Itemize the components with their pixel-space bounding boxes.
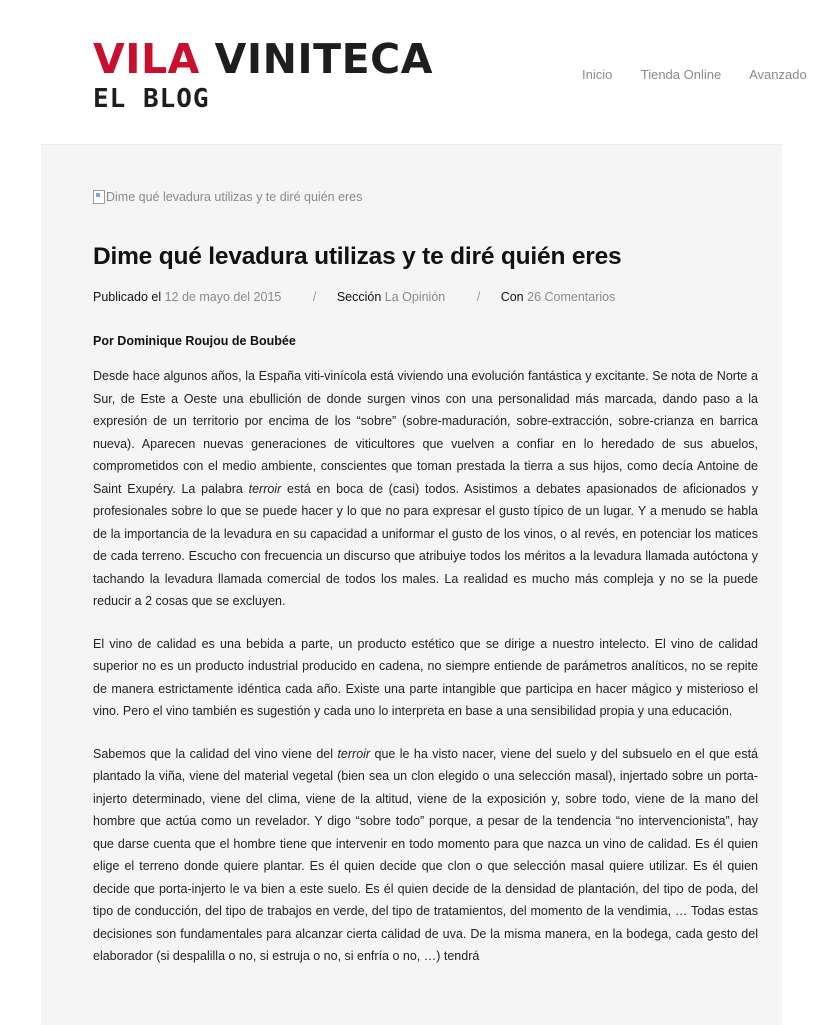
broken-image-icon <box>93 190 105 204</box>
paragraph-text: Sabemos que la calidad del vino viene del <box>93 746 338 761</box>
logo-title <box>93 36 433 82</box>
meta-comments-label: Con <box>500 290 524 304</box>
paragraph <box>93 743 758 968</box>
paragraph <box>93 365 758 613</box>
paragraph: El vino de calidad es una bebida a parte, un producto estético que se dirige a nuestro intelecto. El vino de calidad superior no es un producto industrial producido en cadena, no siempre entiende de parámetros analíticos, no se repite de manera estrictamente idéntica cada año. Existe una parte intangible que participa en hacer mágico y misterioso el vino. Pero el vino también es sugestión y cada uno lo interpreta en base a una sensibilidad propia y una educación. <box>93 636 758 718</box>
post-meta <box>93 290 758 310</box>
nav-item-avanzado[interactable]: Avanzado <box>749 67 807 82</box>
paragraph-emphasis: terroir <box>337 746 371 761</box>
paragraph-text: que le ha visto nacer, viene del suelo y del subsuelo en el que está plantado la viña, viene del material vegetal (bien sea un clon elegido o una selección masal), injertado sobre un porta-injerto determinado, viene del clima, viene de la altitud, viene de la exposición y, sobre todo, viene de la mano del hombre que actúa como un revelador. Y digo “sobre todo” porque, a pesar de la tendencia “no intervencionista”, hay que darse cuenta que el hombre tiene que intervenir en todo momento para que nazca un vino de calidad. Es él quien elige el terreno donde quiere plantar. Es él quien decide que clon o que selección masal quiere utilizar. Es él quien decide que porta-injerto le va bien a este suelo. Es él quien decide de la densidad de plantación, del tipo de poda, del tipo de conducción, del tipo de trabajos en verde, del tipo de tratamientos, del momento de la vendimia, … Todas estas decisiones son fundamentales para alcanzar cierta calidad de uva. De la misma manera, en la bodega, cada gesto del elaborador (si despalilla o no, si estruja o no, si enfría o no, …) tendrá <box>93 746 758 963</box>
post-featured-image[interactable] <box>93 186 758 208</box>
post-author: Por Dominique Roujou de Boubée <box>93 334 296 348</box>
paragraph-text: Desde hace algunos años, la España viti-vinícola está viviendo una evolución fantástica y excitante. Se nota de Norte a Sur, de Este a Oeste una ebullición de donde surgen vinos con una personalidad más marcada, dando paso a la expresión de un territorio por encima de los “sobre” (sobre-maduración, sobre-extracción, sobre-crianza en barrica nueva). Aparecen nuevas generaciones de viticultores que vuelven a confiar en lo heredado de sus abuelos, comprometidos con el medio ambiente, conscientes que toman prestada la tierra a sus hijos, como decía Antoine de Saint Exupéry. La palabra <box>93 369 758 496</box>
site-logo[interactable] <box>93 36 433 114</box>
meta-separator: / <box>312 290 317 304</box>
post-content-area <box>41 144 782 1025</box>
meta-separator: / <box>476 290 481 304</box>
meta-published-date[interactable]: 12 de mayo del 2015 <box>164 290 282 304</box>
logo-part-vila: VILA <box>93 35 200 83</box>
meta-section-label: Sección <box>336 290 382 304</box>
main-nav <box>582 67 807 87</box>
post-title[interactable]: Dime qué levadura utilizas y te diré quién eres <box>93 243 622 270</box>
post-body <box>93 365 758 968</box>
meta-published-label: Publicado el <box>93 290 162 304</box>
meta-section-link[interactable]: La Opinión <box>384 290 446 304</box>
logo-subtitle: EL BLOG <box>93 84 210 114</box>
paragraph-text: está en boca de (casi) todos. Asistimos a debates apasionados de aficionados y profesionales sobre lo que se puede hacer y lo que no para expresar el gusto típico de un lugar. Y a menudo se habla de la importancia de la levadura en su capacidad a uniformar el gusto de los vinos, o al revés, en potenciar los matices de cada terreno. Escucho con frecuencia un discurso que atribuiye todos los méritos a la levadura llamada autóctona y tachando la levadura llamada comercial de todos los males. La realidad es mucho más compleja y no se la puede reducir a 2 cosas que se excluyen. <box>93 481 758 608</box>
nav-item-tienda-online[interactable]: Tienda Online <box>640 67 722 82</box>
paragraph-emphasis: terroir <box>248 481 282 496</box>
post-image-alt-text: Dime qué levadura utilizas y te diré quién eres <box>106 190 363 204</box>
meta-comments-link[interactable]: 26 Comentarios <box>527 290 616 304</box>
site-header <box>0 0 822 144</box>
post-article <box>93 185 758 988</box>
logo-part-viniteca: VINITECA <box>214 35 433 83</box>
nav-item-inicio[interactable]: Inicio <box>582 67 613 82</box>
